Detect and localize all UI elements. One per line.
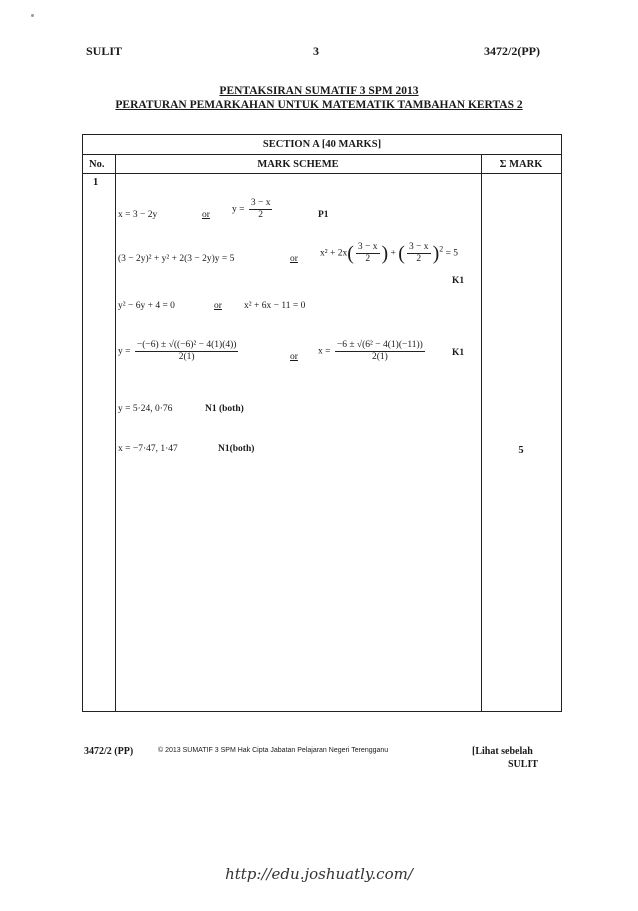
or-label: or (214, 301, 222, 311)
mark-n1: N1(both) (218, 444, 255, 454)
footer-sulit: SULIT (508, 759, 539, 770)
mark-k1: K1 (452, 348, 465, 358)
question-number: 1 (93, 177, 99, 188)
title-line-2: PERATURAN PEMARKAHAN UNTUK MATEMATIK TAMBAHAN KERTAS 2 (115, 99, 523, 111)
column-divider (481, 155, 482, 711)
col-header-no: No. (89, 159, 105, 170)
step-4-formula-x: x = $\frac{\text{−6 ± √(6² − 4(1)(−11))}}{2(1)}$ (318, 340, 423, 362)
mark-k1: K1 (452, 276, 465, 286)
mark-p1: P1 (318, 210, 329, 220)
footer-copyright: © 2013 SUMATIF 3 SPM Hak Cipta Jabatan Pelajaran Negeri Terengganu (158, 747, 389, 754)
step-1-equation: x = 3 − 2y (118, 210, 158, 220)
table-rule (83, 154, 561, 155)
answer-x: x = −7·47, 1·47 (118, 444, 178, 454)
step-3-equation: y² − 6y + 4 = 0 (118, 301, 175, 311)
or-label: or (202, 210, 210, 220)
mark-scheme-table (82, 134, 562, 712)
step-2-equation: (3 − 2y)² + y² + 2(3 − 2y)y = 5 (118, 254, 235, 264)
mark-n1: N1 (both) (205, 404, 244, 414)
footer-next-page: [Lihat sebelah (472, 746, 533, 757)
footer-code: 3472/2 (PP) (84, 746, 134, 757)
step-2-alternative: x² + 2x( $\frac{3 - x}{2}$ ) + ( $\frac{3 - x}{2}$ )$^2$ = 5 (320, 242, 459, 265)
scan-speck (31, 14, 34, 17)
header-left: SULIT (86, 44, 123, 58)
col-header-mark-scheme: MARK SCHEME (257, 159, 339, 170)
table-rule (83, 173, 561, 174)
source-url: http://edu.joshuatly.com/ (225, 865, 413, 883)
title-line-1: PENTAKSIRAN SUMATIF 3 SPM 2013 (219, 85, 419, 97)
step-1-alternative: y = $\frac{3 - x}{2}$ (232, 198, 271, 220)
step-4-formula-y: y = $\frac{\text{−(−6) ± √((−6)² − 4(1)(4))}}{2(1)}$ (118, 340, 237, 362)
total-mark-value: 5 (518, 445, 524, 456)
header-page-number: 3 (313, 44, 319, 58)
header-right: 3472/2(PP) (484, 44, 540, 58)
section-heading: SECTION A [40 MARKS] (262, 139, 382, 150)
answer-y: y = 5·24, 0·76 (118, 404, 173, 414)
or-label: or (290, 352, 298, 362)
col-header-total-mark: Σ MARK (499, 159, 543, 170)
or-label: or (290, 254, 298, 264)
step-3-alternative: x² + 6x − 11 = 0 (244, 301, 306, 311)
column-divider (115, 155, 116, 711)
